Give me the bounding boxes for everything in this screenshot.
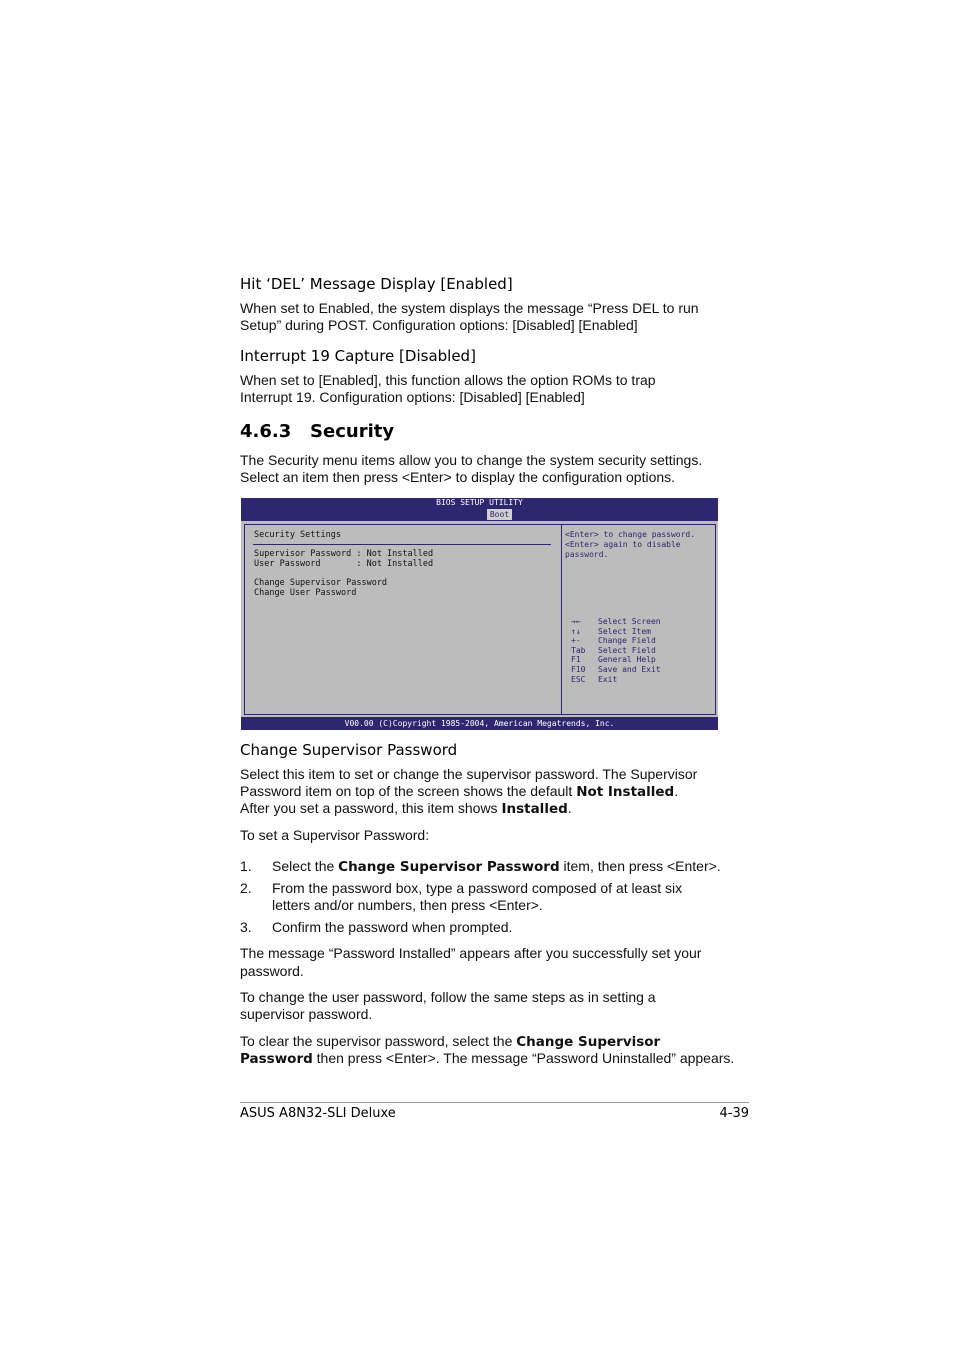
key-arrows-lr: →← xyxy=(571,617,581,626)
bios-title: BIOS SETUP UTILITY xyxy=(436,498,523,507)
step1-text xyxy=(272,858,721,876)
hit-del-text-line2: Setup” during POST. Configuration options: [Disabled] [Enabled] xyxy=(240,317,638,333)
heading-security: 4.6.3 Security xyxy=(240,421,395,442)
key-plus-minus: +- xyxy=(571,636,581,646)
bios-section-title: Security Settings xyxy=(254,530,341,540)
heading-interrupt-19: Interrupt 19 Capture [Disabled] xyxy=(240,347,476,365)
key-f1: F1 xyxy=(571,655,581,665)
step2-text-line2: letters and/or numbers, then press <Enter>. xyxy=(272,897,543,913)
security-intro-line2: Select an item then press <Enter> to display the configuration options. xyxy=(240,469,676,485)
key-desc-exit: Exit xyxy=(598,674,618,684)
bios-change-supervisor-password[interactable]: Change Supervisor Password xyxy=(254,578,388,588)
step1-bold: Change Supervisor Password xyxy=(338,859,560,875)
heading-change-supervisor-password: Change Supervisor Password xyxy=(240,741,458,759)
footer-rule xyxy=(240,1102,749,1103)
installed-label: Installed xyxy=(501,801,568,817)
footer-page-number: 4-39 xyxy=(719,1106,749,1121)
change-sup-text-line2-a: Password item on top of the screen shows the default xyxy=(240,783,577,799)
set-supervisor-intro: To set a Supervisor Password: xyxy=(240,827,430,843)
key-esc: ESC xyxy=(571,674,586,684)
step2-text-line1: From the password box, type a password composed of at least six xyxy=(272,880,683,896)
step3-number: 3. xyxy=(240,919,252,935)
key-f10: F10 xyxy=(571,665,586,674)
bios-screen xyxy=(241,498,718,730)
change-user-password-line1: To change the user password, follow the same steps as in setting a xyxy=(240,989,656,1005)
change-sup-text-line2-end: . xyxy=(674,783,679,799)
bios-help-line2: <Enter> again to disable xyxy=(565,540,681,549)
footer-product-name: ASUS A8N32-SLI Deluxe xyxy=(240,1106,396,1121)
not-installed-label: Not Installed xyxy=(576,784,675,800)
bios-panel-divider xyxy=(561,524,562,714)
change-sup-text-line1: Select this item to set or change the supervisor password. The Supervisor xyxy=(240,766,698,782)
clear-password-bold2: Password xyxy=(240,1051,313,1067)
key-arrows-ud: ↑↓ xyxy=(571,626,581,636)
step1-number: 1. xyxy=(240,858,252,874)
change-sup-text-line3-a: After you set a password, this item shows xyxy=(240,800,502,816)
clear-password-line2 xyxy=(240,1050,734,1068)
change-user-password-line2: supervisor password. xyxy=(240,1006,373,1022)
interrupt-19-text-line1: When set to [Enabled], this function allows the option ROMs to trap xyxy=(240,372,656,388)
key-desc-select-screen: Select Screen xyxy=(598,617,661,626)
change-sup-text-line3 xyxy=(240,800,572,818)
key-desc-select-field: Select Field xyxy=(598,645,656,655)
step3-text: Confirm the password when prompted. xyxy=(272,919,513,935)
bios-change-user-password[interactable]: Change User Password xyxy=(254,588,357,598)
step2-number: 2. xyxy=(240,880,252,896)
password-installed-line2: password. xyxy=(240,963,304,979)
clear-password-text-a: To clear the supervisor password, select the xyxy=(240,1033,517,1049)
bios-section-rule xyxy=(253,544,551,545)
bios-help-line3: password. xyxy=(565,550,609,559)
bios-supervisor-password-status: Supervisor Password : Not Installed xyxy=(254,549,434,559)
step1-text-a: Select the xyxy=(272,858,339,874)
change-sup-text-line2 xyxy=(240,783,678,801)
key-desc-general-help: General Help xyxy=(598,655,656,665)
tab-boot[interactable]: Boot xyxy=(487,509,512,520)
bios-copyright: V00.00 (C)Copyright 1985-2004, American Megatrends, Inc. xyxy=(344,719,615,728)
bios-help-line1: <Enter> to change password. xyxy=(565,530,696,539)
clear-password-text-b: then press <Enter>. The message “Password Uninstalled” appears. xyxy=(312,1050,735,1066)
interrupt-19-text-line2: Interrupt 19. Configuration options: [Disabled] [Enabled] xyxy=(240,389,585,405)
key-desc-select-item: Select Item xyxy=(598,626,651,636)
key-desc-save-exit: Save and Exit xyxy=(598,665,661,674)
bios-user-password-status: User Password : Not Installed xyxy=(254,559,434,569)
security-intro-line1: The Security menu items allow you to change the system security settings. xyxy=(240,452,703,468)
hit-del-text-line1: When set to Enabled, the system displays the message “Press DEL to run xyxy=(240,300,699,316)
key-tab: Tab xyxy=(571,645,586,655)
bios-footer-bar xyxy=(241,717,718,730)
clear-password-line1 xyxy=(240,1033,660,1051)
bios-header-bar xyxy=(241,498,718,521)
step1-text-b: item, then press <Enter>. xyxy=(559,858,721,874)
heading-hit-del: Hit ‘DEL’ Message Display [Enabled] xyxy=(240,275,513,293)
change-sup-text-line3-end: . xyxy=(567,800,572,816)
password-installed-line1: The message “Password Installed” appears after you successfully set your xyxy=(240,945,702,961)
clear-password-bold1: Change Supervisor xyxy=(516,1034,661,1050)
key-desc-change-field: Change Field xyxy=(598,636,656,646)
